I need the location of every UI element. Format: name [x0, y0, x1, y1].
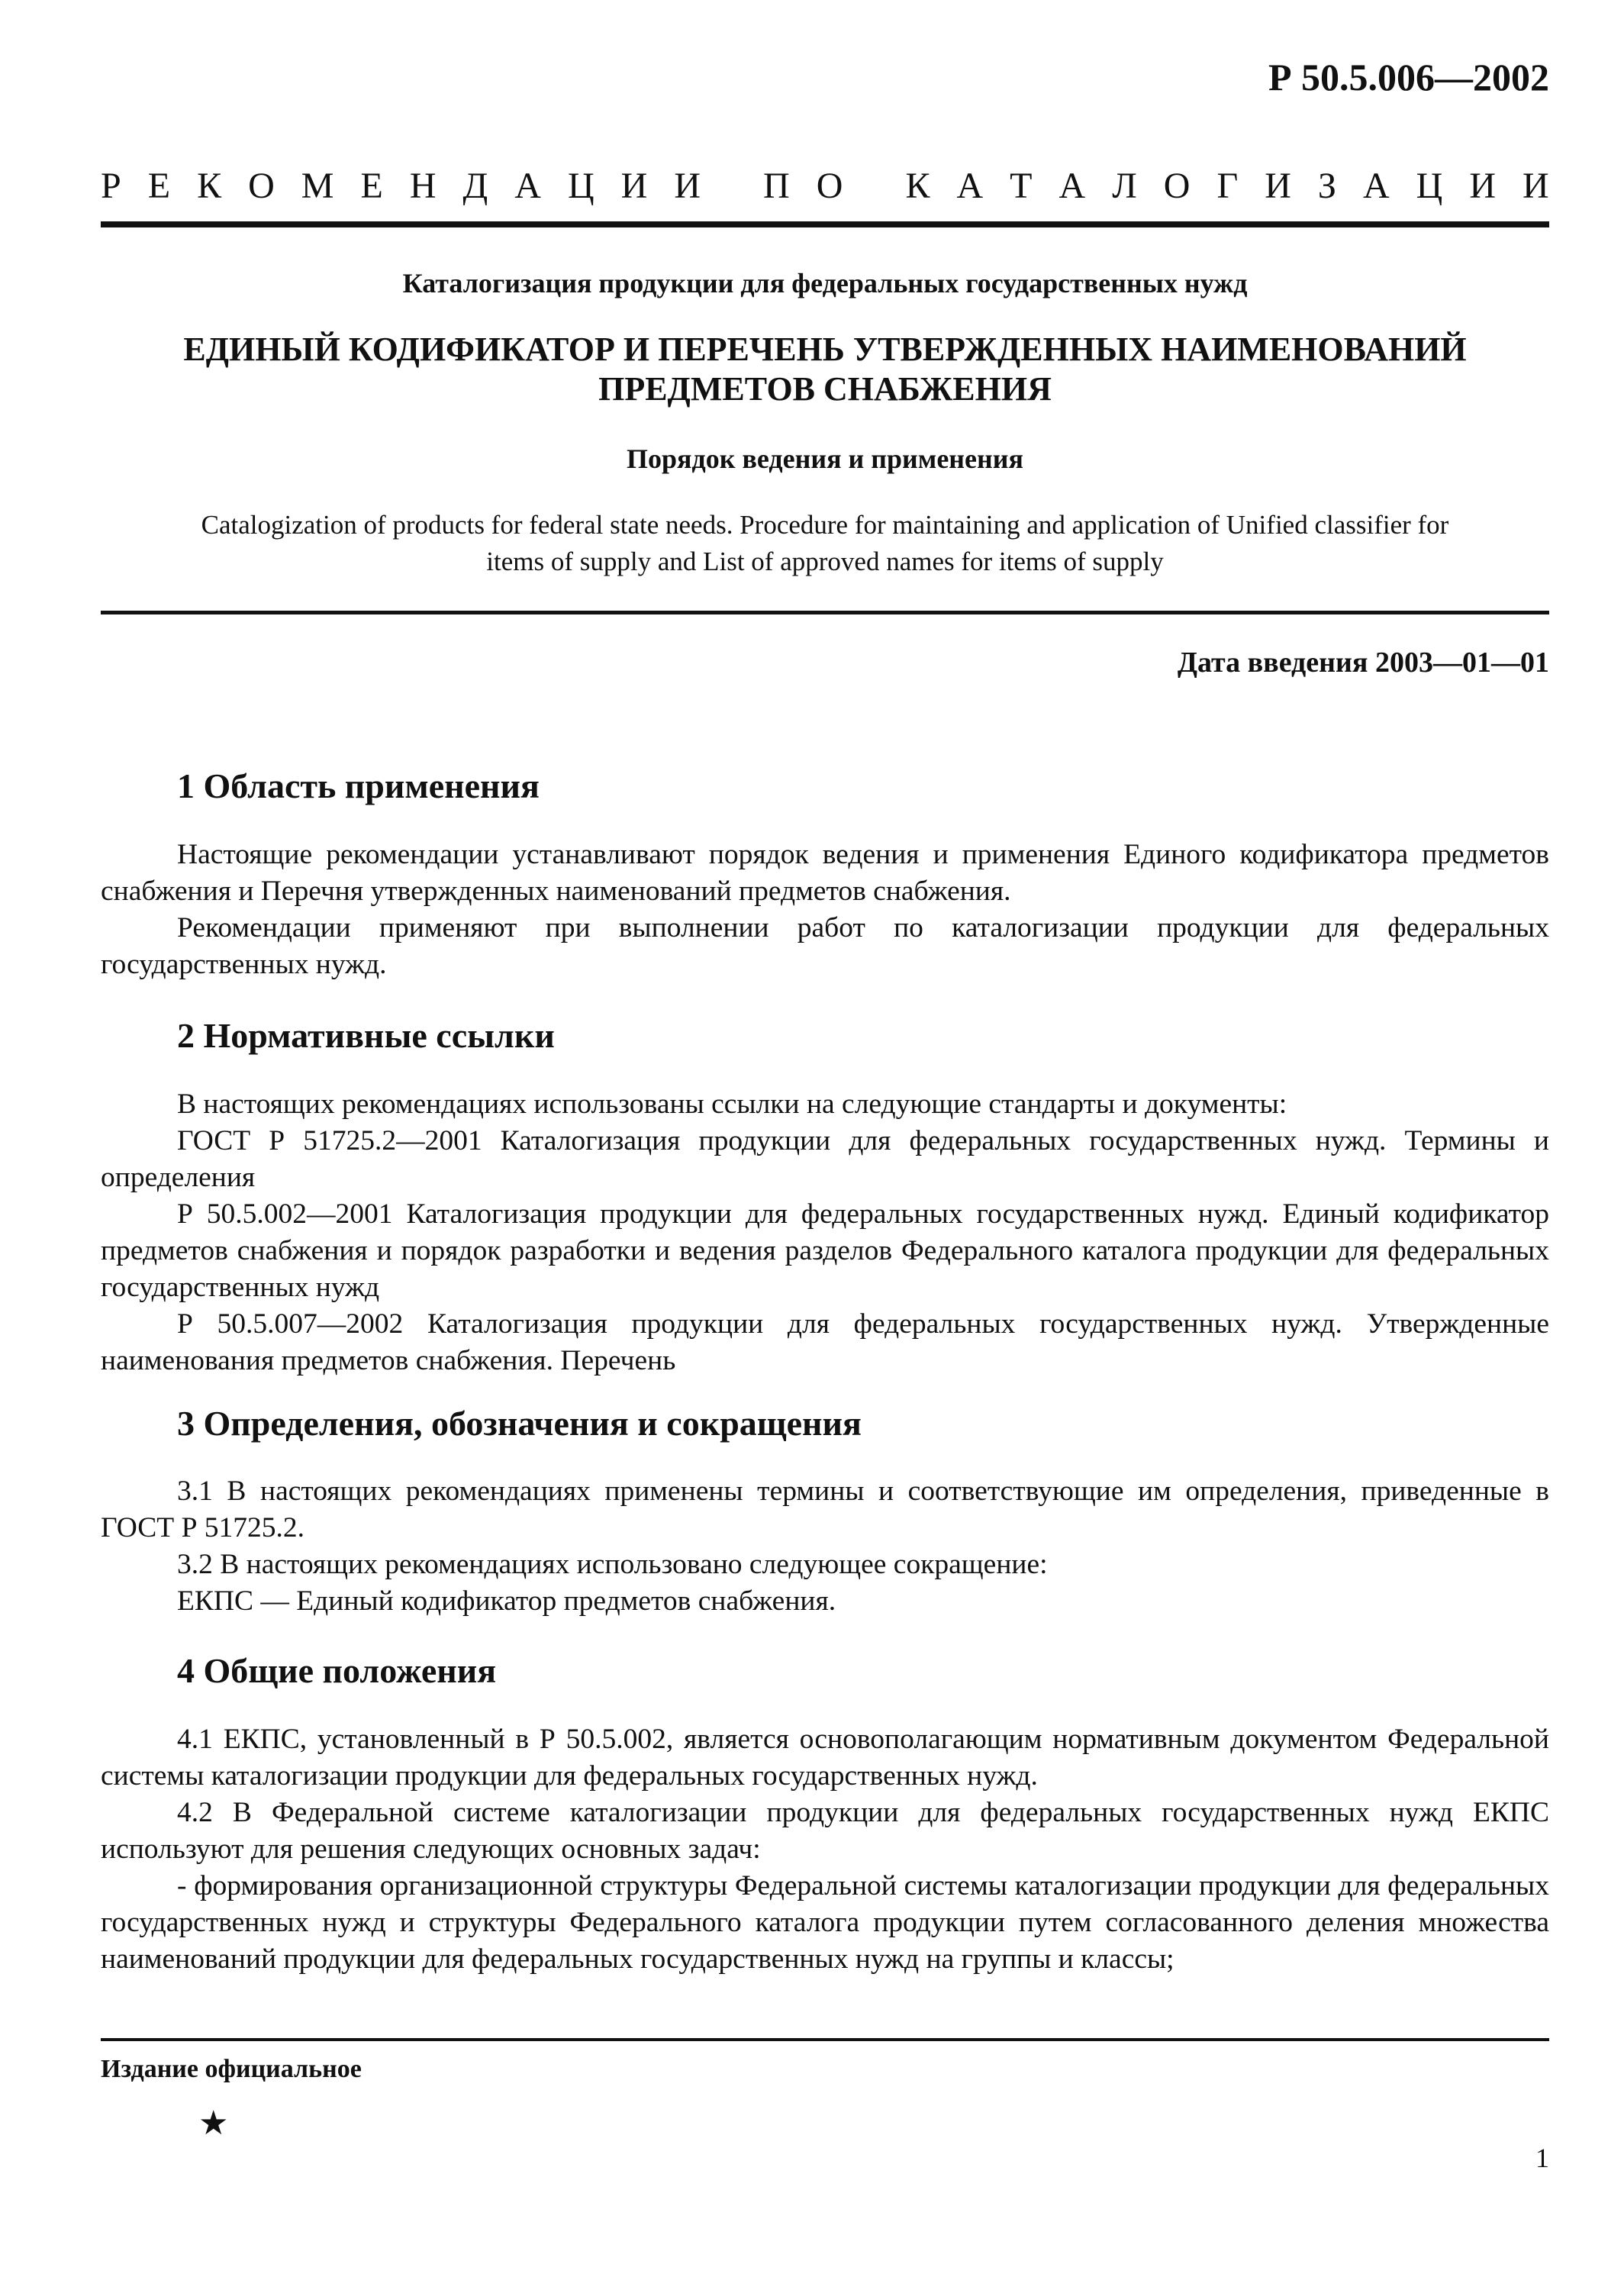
series-title-letter: А [1362, 166, 1390, 206]
series-title-letter: И [620, 166, 648, 206]
series-title-letter: З [1317, 166, 1336, 206]
abbreviation-item: ЕКПС — Единый кодификатор предметов снабжения. [177, 1585, 836, 1617]
series-title-letter: Д [462, 166, 488, 206]
series-title-letter: А [1058, 166, 1086, 206]
series-title-letter: Р [101, 166, 121, 206]
series-title-letter: И [674, 166, 701, 206]
series-title-letter: О [248, 166, 275, 206]
main-title [101, 330, 1549, 409]
series-title-letter: А [956, 166, 984, 206]
series-title [101, 165, 1549, 207]
section-3-heading: 3 Определения, обозначения и сокращения [177, 1404, 862, 1443]
series-title-letter: К [197, 166, 222, 206]
series-title-letter: И [1265, 166, 1291, 206]
series-title-letter: О [1163, 166, 1191, 206]
section-4-body [101, 1721, 1549, 1978]
section-1-heading: 1 Область применения [177, 766, 540, 805]
english-title-line-1: Catalogization of products for federal state needs. Procedure for maintaining and application of Unified classifier for [201, 510, 1449, 540]
series-title-letter: К [905, 166, 930, 206]
series-title-letter: Л [1112, 166, 1137, 206]
reference-item: Р 50.5.007—2002 Каталогизация продукции для федеральных государственных нужд. Утвержденные наименования предметов снабжения. Перечень [101, 1308, 1549, 1376]
page-number: 1 [1535, 2143, 1549, 2173]
subtitle: Каталогизация продукции для федеральных государственных нужд [402, 268, 1248, 298]
series-title-letter: А [514, 166, 541, 206]
paragraph: 4.1 ЕКПС, установленный в Р 50.5.002, является основополагающим нормативным документом Федеральной системы каталогизации продукции для федеральных государственных нужд. [101, 1724, 1549, 1792]
series-title-letter: П [763, 166, 790, 206]
footer-rule [101, 2038, 1549, 2041]
list-item: - формирования организационной структуры Федеральной системы каталогизации продукции для федеральных государственных нужд и структуры Федерального каталога продукции путем согласованного деления множества наименований продукции для федеральных государственных нужд на группы и классы; [101, 1870, 1549, 1975]
procedure-subtitle: Порядок ведения и применения [627, 443, 1023, 474]
series-title-letter: Ц [567, 166, 594, 206]
series-title-letter: М [301, 166, 334, 206]
series-title-letter: Н [409, 166, 437, 206]
paragraph: 4.2 В Федеральной системе каталогизации продукции для федеральных государственных нужд ЕКПС используют для решения следующих основных задач: [101, 1797, 1549, 1865]
star-icon: ★ [198, 2105, 229, 2142]
series-title-gap [869, 165, 878, 207]
section-2-body [101, 1086, 1549, 1379]
reference-item: ГОСТ Р 51725.2—2001 Каталогизация продукции для федеральных государственных нужд. Термины и определения [101, 1125, 1549, 1193]
series-title-letter: Е [147, 166, 171, 206]
series-title-letter: Е [360, 166, 383, 206]
document-number: Р 50.5.006—2002 [1268, 56, 1549, 98]
english-title-line-2: items of supply and List of approved names for items of supply [486, 547, 1164, 576]
series-title-letter: О [816, 166, 843, 206]
reference-item: Р 50.5.002—2001 Каталогизация продукции для федеральных государственных нужд. Единый кодификатор предметов снабжения и порядок разработки и ведения разделов Федерального каталога продукции для федеральных государственных нужд [101, 1198, 1549, 1303]
series-title-letter: Ц [1416, 166, 1443, 206]
title-rule [101, 611, 1549, 614]
introduction-date: Дата введения 2003—01—01 [1177, 647, 1549, 679]
english-title [101, 507, 1549, 580]
paragraph: 3.2 В настоящих рекомендациях использовано следующее сокращение: [177, 1549, 1048, 1580]
section-1-body [101, 837, 1549, 983]
paragraph: Рекомендации применяют при выполнении работ по каталогизации продукции для федеральных государственных нужд. [101, 912, 1549, 980]
header-rule [101, 221, 1549, 227]
section-2-heading: 2 Нормативные ссылки [177, 1016, 555, 1055]
series-title-gap [727, 165, 736, 207]
section-4-heading: 4 Общие положения [177, 1651, 497, 1690]
paragraph: В настоящих рекомендациях использованы ссылки на следующие стандарты и документы: [177, 1089, 1287, 1120]
series-title-letter: Т [1010, 166, 1033, 206]
series-title-letter: И [1469, 166, 1497, 206]
paragraph: 3.1 В настоящих рекомендациях применены термины и соответствующие им определения, приведенные в ГОСТ Р 51725.2. [101, 1476, 1549, 1543]
series-title-letter: Г [1216, 166, 1239, 206]
section-3-body [101, 1473, 1549, 1620]
paragraph: Настоящие рекомендации устанавливают порядок ведения и применения Единого кодификатора предметов снабжения и Перечня утвержденных наименований предметов снабжения. [101, 839, 1549, 907]
series-title-letter: И [1522, 166, 1549, 206]
official-edition-label: Издание официальное [101, 2055, 362, 2083]
main-title-line-2: ПРЕДМЕТОВ СНАБЖЕНИЯ [598, 370, 1052, 408]
main-title-line-1: ЕДИНЫЙ КОДИФИКАТОР И ПЕРЕЧЕНЬ УТВЕРЖДЕННЫХ НАИМЕНОВАНИЙ [183, 331, 1467, 368]
